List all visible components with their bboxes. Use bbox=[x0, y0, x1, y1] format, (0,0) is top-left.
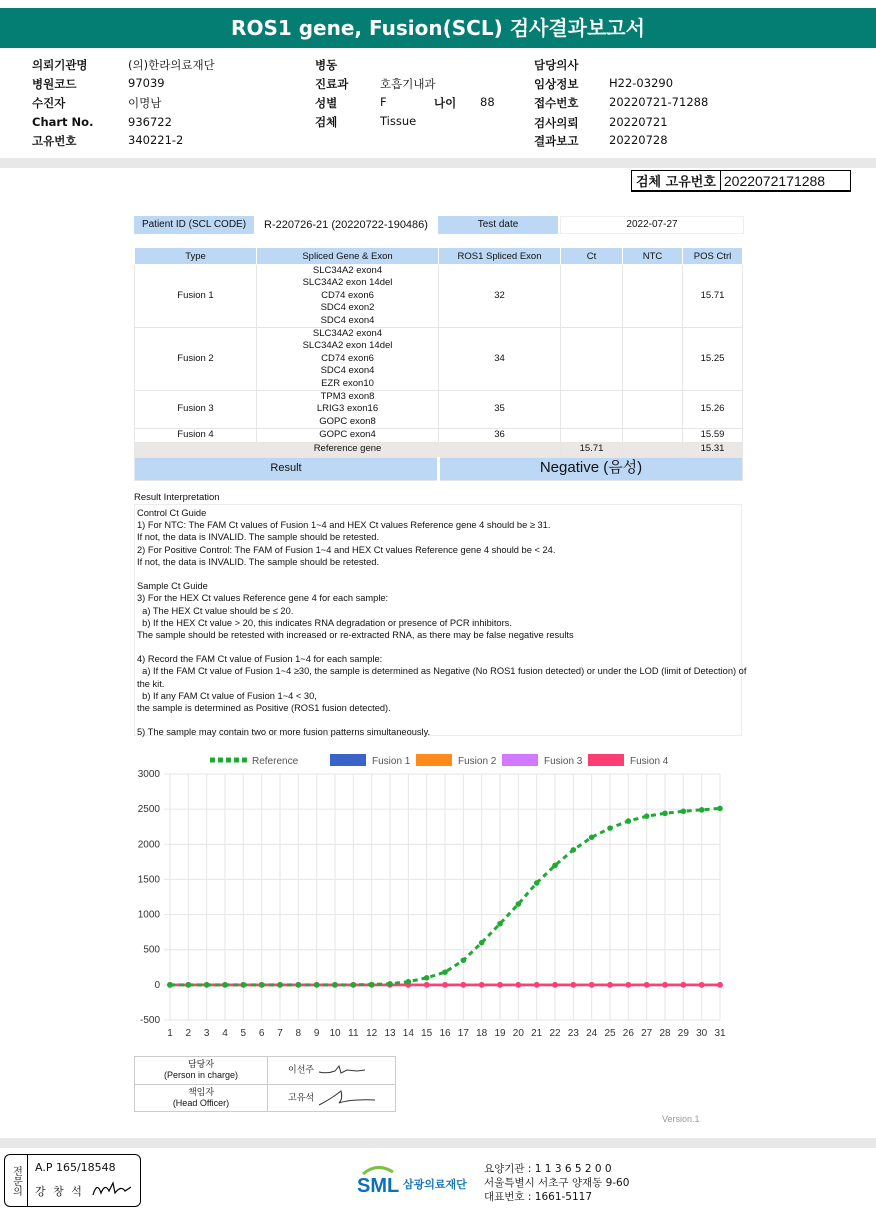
legend-label: Fusion 3 bbox=[544, 756, 583, 767]
x-tick-label: 2 bbox=[185, 1028, 192, 1039]
y-tick-label: 2000 bbox=[137, 839, 160, 851]
x-tick-label: 22 bbox=[549, 1028, 561, 1039]
row-exon: 34 bbox=[439, 328, 561, 391]
x-tick-label: 10 bbox=[329, 1028, 341, 1039]
interpretation-line: the sample is determined as Positive (ROS1 fusion detected). bbox=[137, 703, 391, 713]
report-title: ROS1 gene, Fusion(SCL) 검사결과보고서 bbox=[0, 8, 876, 48]
receipt-no-label: 접수번호 bbox=[534, 96, 579, 110]
interpretation-line: b) If the HEX Ct value > 20, this indicates RNA degradation or presence of PCR inhibitors. bbox=[137, 617, 512, 628]
x-tick-label: 23 bbox=[567, 1028, 579, 1039]
x-tick-label: 12 bbox=[366, 1028, 378, 1039]
data-point bbox=[662, 811, 668, 817]
reference-pos: 15.31 bbox=[683, 442, 743, 457]
x-tick-label: 27 bbox=[641, 1028, 653, 1039]
data-point bbox=[222, 982, 228, 988]
specimen-type-label: 검체 bbox=[315, 115, 338, 129]
data-point bbox=[314, 982, 320, 988]
row-exon: 35 bbox=[439, 391, 561, 429]
row-pos: 15.26 bbox=[683, 391, 743, 429]
data-point bbox=[699, 982, 705, 988]
x-tick-label: 26 bbox=[622, 1028, 634, 1039]
data-point bbox=[497, 921, 503, 927]
stamp-line1: A.P 165/18548 bbox=[35, 1161, 116, 1174]
divider bbox=[0, 158, 876, 168]
logo-arc-icon bbox=[363, 1167, 393, 1174]
interpretation-line bbox=[137, 568, 741, 580]
sml-logo-mark bbox=[357, 1160, 482, 1200]
data-point bbox=[681, 808, 687, 814]
interpretation-line: a) The HEX Ct value should be ≤ 20. bbox=[137, 605, 294, 616]
data-point bbox=[516, 982, 522, 988]
test-date-label: Test date bbox=[438, 216, 558, 234]
footer-line1: 요양기관 : 1 1 3 6 5 2 0 0 bbox=[484, 1163, 612, 1175]
signer-role: 책임자 bbox=[187, 1086, 215, 1097]
legend-label: Fusion 1 bbox=[372, 756, 411, 767]
stamp-side: 전문의 bbox=[5, 1155, 28, 1206]
y-tick-label: 1500 bbox=[137, 874, 160, 886]
col-ntc: NTC bbox=[623, 248, 683, 265]
test-date-value: 2022-07-27 bbox=[560, 216, 744, 234]
signature-image bbox=[317, 1087, 377, 1109]
data-point bbox=[461, 982, 467, 988]
clinical-info-value: H22-03290 bbox=[609, 76, 674, 90]
specimen-id-label: 검체 고유번호 bbox=[632, 171, 721, 190]
results-table bbox=[134, 247, 742, 481]
gene: SDC4 exon2 bbox=[320, 302, 375, 314]
signer-role-en: (Person in charge) bbox=[163, 1070, 239, 1081]
gene: EZR exon10 bbox=[321, 377, 374, 389]
signature-table bbox=[134, 1056, 396, 1112]
y-tick-label: 500 bbox=[143, 944, 160, 956]
amplification-chart bbox=[126, 750, 742, 1042]
col-gene: Spliced Gene & Exon bbox=[257, 248, 439, 265]
receipt-no-value: 20220721-71288 bbox=[609, 95, 709, 109]
report-date-value: 20220728 bbox=[609, 133, 668, 147]
reference-ct: 15.71 bbox=[561, 442, 623, 457]
x-tick-label: 19 bbox=[494, 1028, 506, 1039]
data-point bbox=[351, 982, 357, 988]
col-type: Type bbox=[135, 248, 257, 265]
x-tick-label: 1 bbox=[167, 1028, 173, 1039]
interpretation-line: If not, the data is INVALID. The sample should be retested. bbox=[137, 532, 380, 543]
data-point bbox=[479, 940, 485, 946]
x-tick-label: 8 bbox=[295, 1028, 302, 1039]
interpretation-line: b) If any FAM Ct value of Fusion 1~4 < 30, bbox=[137, 690, 317, 701]
data-point bbox=[424, 982, 430, 988]
y-tick-label: 3000 bbox=[137, 769, 160, 780]
specimen-id-box bbox=[631, 170, 851, 192]
patient-id-row bbox=[134, 216, 742, 236]
patient-label: 수진자 bbox=[32, 96, 66, 110]
x-tick-label: 14 bbox=[402, 1028, 414, 1039]
signer-name-cell bbox=[268, 1057, 396, 1085]
table-row bbox=[135, 265, 743, 328]
x-tick-label: 6 bbox=[258, 1028, 265, 1039]
gene: SLC34A2 exon4 bbox=[312, 328, 383, 340]
patient-id-label: Patient ID (SCL CODE) bbox=[134, 216, 254, 234]
legend-label: Fusion 2 bbox=[458, 756, 497, 767]
x-tick-label: 9 bbox=[313, 1028, 320, 1039]
x-tick-label: 18 bbox=[476, 1028, 488, 1039]
ward-label: 병동 bbox=[315, 58, 338, 72]
row-ct bbox=[561, 328, 623, 391]
data-point bbox=[296, 982, 302, 988]
footer-line3: 대표번호 : 1661-5117 bbox=[484, 1191, 593, 1203]
footer-info bbox=[484, 1162, 629, 1204]
data-point bbox=[534, 982, 540, 988]
x-tick-label: 16 bbox=[439, 1028, 451, 1039]
gene: SLC34A2 exon4 bbox=[312, 265, 383, 276]
x-tick-label: 7 bbox=[277, 1028, 283, 1039]
patient-id-value: R-220726-21 (20220722-190486) bbox=[264, 219, 428, 231]
x-tick-label: 5 bbox=[240, 1028, 247, 1039]
row-ct bbox=[561, 391, 623, 429]
stamp-signature bbox=[91, 1177, 135, 1199]
x-tick-label: 17 bbox=[457, 1028, 469, 1039]
data-point bbox=[277, 982, 283, 988]
version-label: Version.1 bbox=[662, 1114, 700, 1124]
unique-no-value: 340221-2 bbox=[128, 133, 184, 147]
report-date-label: 결과보고 bbox=[534, 134, 579, 148]
x-tick-label: 29 bbox=[677, 1028, 689, 1039]
gene: SDC4 exon4 bbox=[320, 365, 375, 377]
chart-no-label: Chart No. bbox=[32, 115, 94, 129]
interpretation-line: 3) For the HEX Ct values Reference gene 4 for each sample: bbox=[137, 593, 389, 604]
col-exon: ROS1 Spliced Exon bbox=[439, 248, 561, 265]
data-point bbox=[241, 982, 247, 988]
hospital-code-value: 97039 bbox=[128, 76, 165, 90]
gene: GOPC exon4 bbox=[319, 429, 376, 441]
specimen-type-value: Tissue bbox=[380, 114, 417, 128]
data-point bbox=[681, 982, 687, 988]
row-pos: 15.59 bbox=[683, 429, 743, 442]
interpretation-line bbox=[137, 714, 741, 726]
interpretation-box bbox=[134, 504, 747, 738]
data-point bbox=[442, 982, 448, 988]
gene: SLC34A2 exon 14del bbox=[302, 340, 393, 352]
row-ct bbox=[561, 429, 623, 442]
signature-stroke bbox=[319, 1091, 375, 1105]
col-pos: POS Ctrl bbox=[683, 248, 743, 265]
data-point bbox=[552, 863, 558, 869]
x-tick-label: 13 bbox=[384, 1028, 396, 1039]
reference-ntc bbox=[623, 442, 683, 457]
data-point bbox=[571, 847, 577, 853]
x-tick-label: 20 bbox=[512, 1028, 524, 1039]
interpretation-line: 5) The sample may contain two or more fusion patterns simultaneously. bbox=[137, 727, 431, 738]
signer-role-cell bbox=[135, 1057, 268, 1085]
data-point bbox=[167, 982, 173, 988]
data-point bbox=[534, 880, 540, 886]
legend-label: Fusion 4 bbox=[630, 756, 669, 767]
row-ntc bbox=[623, 265, 683, 328]
data-point bbox=[406, 979, 412, 985]
sex-value: F bbox=[380, 95, 387, 109]
data-point bbox=[552, 982, 558, 988]
result-value: Negative (음성) bbox=[439, 457, 743, 480]
stamp-line2: 강 창 석 bbox=[35, 1185, 84, 1198]
interpretation-line: Control Ct Guide bbox=[137, 508, 207, 518]
interpretation-line: 1) For NTC: The FAM Ct values of Fusion 1~4 and HEX Ct values Reference gene 4 should be ≥ 31. bbox=[137, 520, 551, 531]
signer-role-en: (Head Officer) bbox=[172, 1097, 230, 1108]
request-date-label: 검사의뢰 bbox=[534, 116, 579, 130]
row-pos: 15.25 bbox=[683, 328, 743, 391]
row-type: Fusion 3 bbox=[135, 391, 257, 429]
data-point bbox=[607, 825, 613, 831]
interpretation-line: Sample Ct Guide bbox=[137, 581, 208, 592]
row-type: Fusion 4 bbox=[135, 429, 257, 442]
data-point bbox=[699, 807, 705, 813]
logo-name: 삼광의료재단 bbox=[403, 1178, 467, 1191]
signer-role: 담당자 bbox=[187, 1059, 215, 1070]
clinical-info-label: 임상정보 bbox=[534, 77, 579, 91]
sex-label: 성별 bbox=[315, 96, 338, 110]
hospital-code-label: 병원코드 bbox=[32, 77, 77, 91]
row-ct bbox=[561, 265, 623, 328]
row-exon: 32 bbox=[439, 265, 561, 328]
col-ct: Ct bbox=[561, 248, 623, 265]
x-tick-label: 24 bbox=[586, 1028, 598, 1039]
stamp-signature-stroke bbox=[93, 1183, 131, 1195]
reference-label: Reference gene bbox=[135, 442, 561, 457]
gene: GOPC exon8 bbox=[319, 415, 376, 427]
data-point bbox=[424, 975, 430, 981]
gene: SLC34A2 exon 14del bbox=[302, 277, 393, 289]
row-genes bbox=[257, 391, 439, 429]
y-tick-label: -500 bbox=[139, 1015, 160, 1026]
data-point bbox=[461, 957, 467, 963]
x-tick-label: 28 bbox=[659, 1028, 671, 1039]
patient-value: 이명남 bbox=[128, 96, 162, 110]
org-label: 의뢰기관명 bbox=[32, 58, 88, 72]
data-point bbox=[387, 981, 393, 987]
legend-label: Reference bbox=[252, 756, 299, 767]
interpretation-line: a) If the FAM Ct value of Fusion 1~4 ≥30, the sample is determined as Negative (No ROS1 fusion detected) or under the LOD (limit of Detection) of bbox=[137, 666, 747, 677]
data-point bbox=[662, 982, 668, 988]
data-point bbox=[626, 982, 632, 988]
unique-no-label: 고유번호 bbox=[32, 134, 77, 148]
row-genes bbox=[257, 429, 439, 442]
reference-row bbox=[135, 442, 743, 457]
table-row bbox=[135, 391, 743, 429]
interpretation-line: 4) Record the FAM Ct value of Fusion 1~4 for each sample: bbox=[137, 654, 383, 665]
gene: SDC4 exon4 bbox=[320, 314, 375, 326]
legend-swatch bbox=[416, 754, 452, 766]
x-tick-label: 30 bbox=[696, 1028, 708, 1039]
data-point bbox=[186, 982, 192, 988]
result-row bbox=[135, 457, 743, 480]
interpretation-line: The sample should be retested with increased or re-extracted RNA, as there may be false negative results bbox=[137, 629, 574, 640]
interpretation-line: If not, the data is INVALID. The sample should be retested. bbox=[137, 556, 380, 567]
doctor-label: 담당의사 bbox=[534, 58, 579, 72]
legend-swatch bbox=[330, 754, 366, 766]
row-pos: 15.71 bbox=[683, 265, 743, 328]
legend-swatch bbox=[502, 754, 538, 766]
row-exon: 36 bbox=[439, 429, 561, 442]
row-genes bbox=[257, 328, 439, 391]
org-value: (의)한라의료재단 bbox=[128, 58, 215, 72]
row-type: Fusion 2 bbox=[135, 328, 257, 391]
signature-stroke bbox=[319, 1066, 365, 1073]
y-tick-label: 2500 bbox=[137, 804, 160, 816]
divider bbox=[0, 1138, 876, 1148]
gene: TPM3 exon8 bbox=[320, 391, 375, 403]
interpretation-line: 2) For Positive Control: The FAM of Fusion 1~4 and HEX Ct values Reference gene 4 should be < 24. bbox=[137, 544, 556, 555]
data-point bbox=[589, 982, 595, 988]
x-tick-label: 11 bbox=[348, 1028, 359, 1039]
result-label: Result bbox=[135, 457, 439, 480]
age-value: 88 bbox=[480, 95, 495, 109]
row-ntc bbox=[623, 391, 683, 429]
data-point bbox=[442, 969, 448, 975]
data-point bbox=[644, 813, 650, 819]
data-point bbox=[497, 982, 503, 988]
age-label: 나이 bbox=[434, 96, 457, 110]
gene: CD74 exon6 bbox=[321, 352, 374, 364]
data-point bbox=[259, 982, 265, 988]
data-point bbox=[516, 901, 522, 907]
gene: LRIG3 exon16 bbox=[316, 403, 379, 415]
data-point bbox=[589, 834, 595, 840]
row-ntc bbox=[623, 328, 683, 391]
signer-role-cell bbox=[135, 1084, 268, 1112]
data-point bbox=[204, 982, 210, 988]
request-date-value: 20220721 bbox=[609, 115, 668, 129]
x-tick-label: 3 bbox=[203, 1028, 210, 1039]
sml-logo bbox=[357, 1160, 482, 1204]
x-tick-label: 4 bbox=[222, 1028, 228, 1039]
data-point bbox=[332, 982, 338, 988]
data-point bbox=[626, 818, 632, 824]
data-point bbox=[479, 982, 485, 988]
gene: CD74 exon6 bbox=[321, 289, 374, 301]
signature-image bbox=[317, 1062, 367, 1078]
y-tick-label: 1000 bbox=[137, 909, 160, 921]
legend-swatch bbox=[588, 754, 624, 766]
footer-line2: 서울특별시 서초구 양재동 9-60 bbox=[484, 1177, 630, 1189]
data-point bbox=[644, 982, 650, 988]
specialist-stamp bbox=[4, 1154, 141, 1207]
table-row bbox=[135, 429, 743, 442]
x-tick-label: 15 bbox=[421, 1028, 433, 1039]
chart-no-value: 936722 bbox=[128, 115, 172, 129]
signer-name: 고유석 bbox=[288, 1092, 315, 1103]
x-tick-label: 25 bbox=[604, 1028, 616, 1039]
row-ntc bbox=[623, 429, 683, 442]
data-point bbox=[717, 806, 723, 812]
interpretation-line bbox=[137, 641, 741, 653]
table-row bbox=[135, 328, 743, 391]
data-point bbox=[571, 982, 577, 988]
x-tick-label: 31 bbox=[714, 1028, 726, 1039]
dept-label: 진료과 bbox=[315, 77, 349, 91]
interpretation-title: Result Interpretation bbox=[134, 492, 220, 503]
row-genes bbox=[257, 265, 439, 328]
y-tick-label: 0 bbox=[154, 979, 160, 991]
data-point bbox=[717, 982, 723, 988]
signer-name: 이선주 bbox=[288, 1064, 315, 1075]
signer-name-cell bbox=[268, 1084, 396, 1112]
interpretation-line: the kit. bbox=[137, 678, 165, 689]
x-tick-label: 21 bbox=[531, 1028, 543, 1039]
row-type: Fusion 1 bbox=[135, 265, 257, 328]
dept-value: 호흡기내과 bbox=[380, 77, 436, 91]
logo-mark: SML bbox=[357, 1175, 400, 1197]
data-point bbox=[607, 982, 613, 988]
specimen-id-value: 2022072171288 bbox=[723, 172, 826, 189]
data-point bbox=[369, 982, 375, 988]
